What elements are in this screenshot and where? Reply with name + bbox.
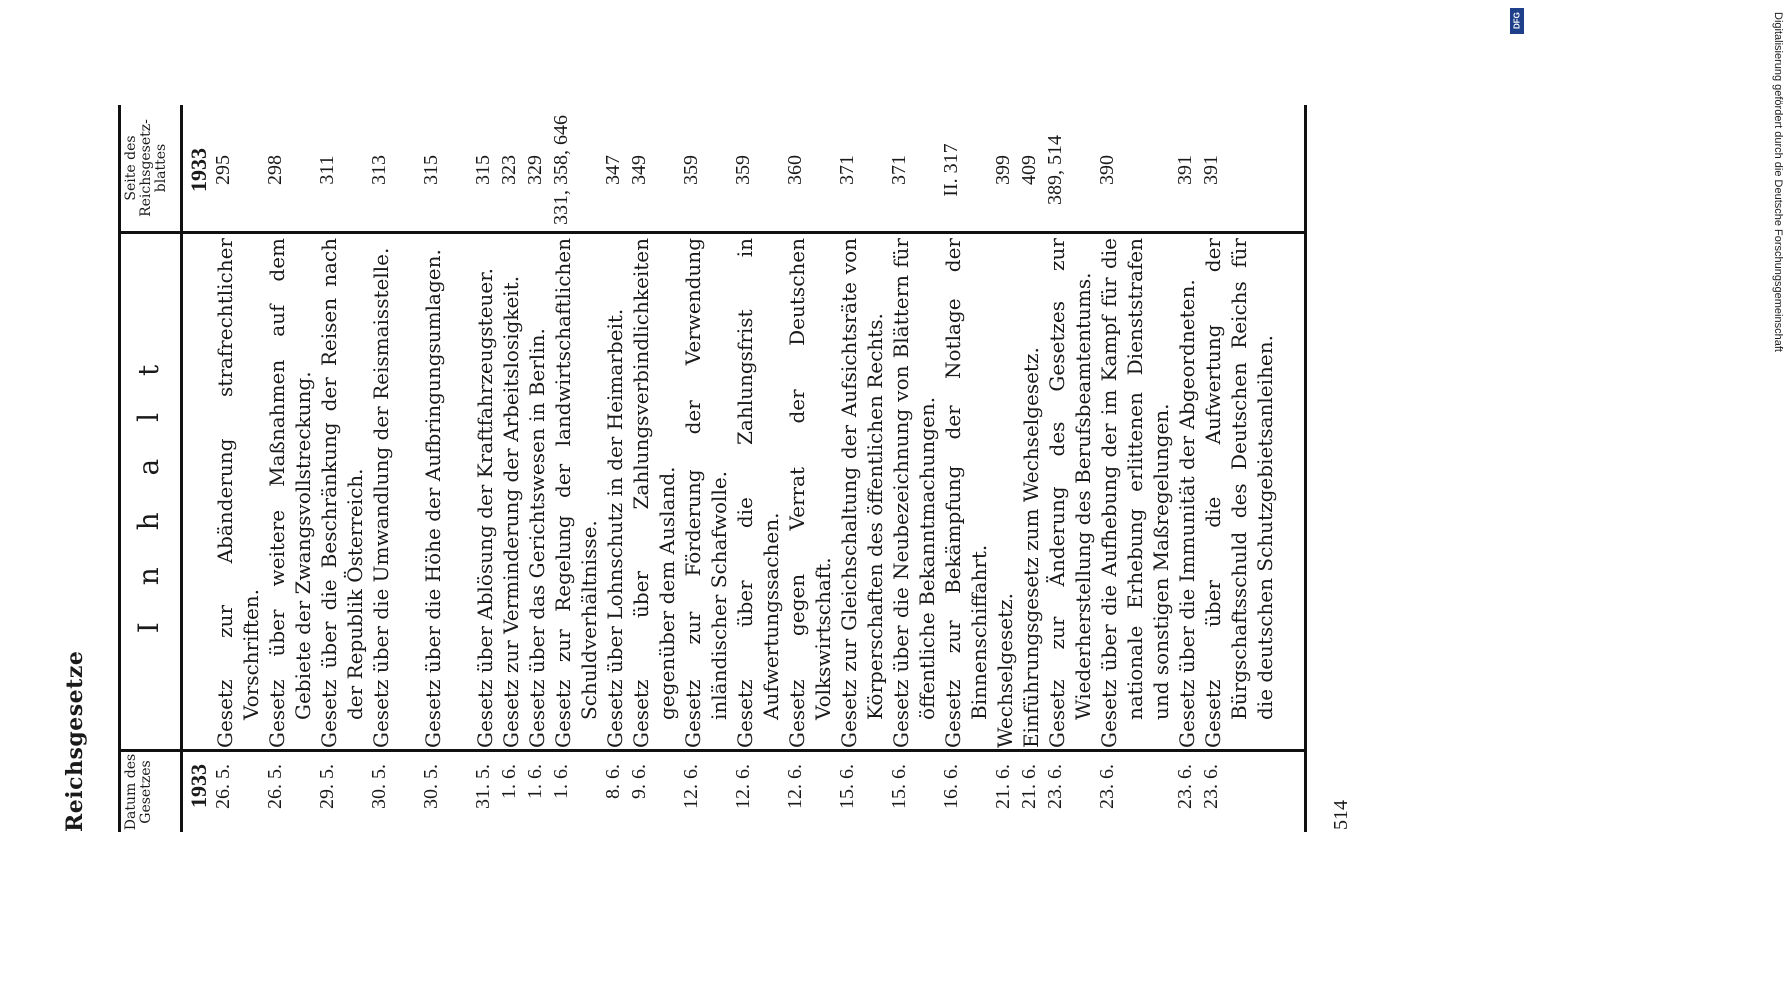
row-page: 295 xyxy=(212,155,234,185)
row-content: Gesetz über die Neubezeichnung von Blättern für öffentliche Bekanntmachungen. xyxy=(889,238,939,748)
row-date: 15. 6. xyxy=(888,764,910,809)
row-page: 359 xyxy=(680,155,702,185)
top-rule xyxy=(118,105,121,832)
row-content: Gesetz über die Umwandlung der Reismaisstelle. xyxy=(369,247,393,748)
row-content: Gesetz zur Bekämpfung der Notlage der Binnenschiffahrt. xyxy=(941,238,991,748)
row-content: Gesetz zur Abänderung strafrechtlicher Vorschriften. xyxy=(213,238,263,748)
row-date: 26. 5. xyxy=(264,764,286,809)
row-content: Gesetz über weitere Maßnahmen auf dem Gebiete der Zwangsvollstreckung. xyxy=(265,238,315,748)
row-content: Gesetz über die Höhe der Aufbringungsumlagen. xyxy=(421,249,445,748)
row-page: 349 xyxy=(628,155,650,185)
row-page: 409 xyxy=(1018,155,1040,185)
row-date: 23. 6. xyxy=(1044,764,1066,809)
row-content: Gesetz über Zahlungsverbindlichkeiten gegenüber dem Ausland. xyxy=(629,238,679,748)
row-content: Gesetz über die Immunität der Abgeordneten. xyxy=(1175,279,1199,748)
bottom-rule xyxy=(1304,105,1307,832)
row-date: 12. 6. xyxy=(784,764,806,809)
row-content: Gesetz über Lohnschutz in der Heimarbeit. xyxy=(603,308,627,748)
row-content: Gesetz über Ablösung der Kraftfahrzeugsteuer. xyxy=(473,268,497,748)
law-index-table xyxy=(118,105,1308,832)
row-page: 329 xyxy=(524,155,546,185)
row-content: Gesetz über die Aufwertung der Bürgschaftsschuld des Deutschen Reichs für die deutschen Schutzgebietsanleihen. xyxy=(1201,238,1277,748)
page-header: Reichsgesetze xyxy=(62,650,88,832)
digitization-note: Digitalisierung gefördert durch die Deutsche Forschungsgemeinschaft xyxy=(1772,12,1784,352)
row-content: Gesetz zur Änderung des Gesetzes zur Wiederherstellung des Berufsbeamtentums. xyxy=(1045,238,1095,748)
row-content: Wechselgesetz. xyxy=(993,592,1017,748)
row-date: 23. 6. xyxy=(1174,764,1196,809)
column-divider-1 xyxy=(118,749,1307,752)
row-content: Gesetz über die Zahlungsfrist in Aufwertungssachen. xyxy=(733,238,783,748)
row-page: 371 xyxy=(888,155,910,185)
row-page: 315 xyxy=(420,155,442,185)
row-date: 1. 6. xyxy=(498,764,520,799)
row-date: 23. 6. xyxy=(1200,764,1222,809)
row-page: II. 317 xyxy=(940,143,962,197)
row-date: 21. 6. xyxy=(992,764,1014,809)
row-date: 8. 6. xyxy=(602,764,624,799)
year-label-date: 1933 xyxy=(186,764,211,808)
row-date: 9. 6. xyxy=(628,764,650,799)
row-content: Gesetz über die Aufhebung der im Kampf für die nationale Erhebung erlittenen Dienststrafen und sonstigen Maßregelungen. xyxy=(1097,238,1173,748)
row-date: 30. 5. xyxy=(368,764,390,809)
row-page: 347 xyxy=(602,155,624,185)
row-date: 31. 5. xyxy=(472,764,494,809)
row-page: 399 xyxy=(992,155,1014,185)
row-page: 311 xyxy=(316,155,338,185)
row-date: 12. 6. xyxy=(680,764,702,809)
row-content: Gesetz zur Regelung der landwirtschaftlichen Schuldverhältnisse. xyxy=(551,238,601,748)
row-content: Gesetz über das Gerichtswesen in Berlin. xyxy=(525,328,549,748)
row-page: 331, 358, 646 xyxy=(550,115,572,225)
row-page: 389, 514 xyxy=(1044,135,1066,205)
row-page: 298 xyxy=(264,155,286,185)
row-page: 391 xyxy=(1200,155,1222,185)
row-date: 29. 5. xyxy=(316,764,338,809)
row-page: 315 xyxy=(472,155,494,185)
row-content: Gesetz über die Beschränkung der Reisen nach der Republik Österreich. xyxy=(317,238,367,748)
column-header-page: Seite des Reichsgesetz-blattes xyxy=(123,119,169,217)
year-label-page: 1933 xyxy=(186,148,211,192)
row-page: 313 xyxy=(368,155,390,185)
row-date: 16. 6. xyxy=(940,764,962,809)
row-page: 323 xyxy=(498,155,520,185)
dfg-logo: DFG xyxy=(1510,8,1524,34)
row-page: 390 xyxy=(1096,155,1118,185)
header-rule xyxy=(180,105,183,832)
row-date: 12. 6. xyxy=(732,764,754,809)
row-date: 30. 5. xyxy=(420,764,442,809)
row-page: 391 xyxy=(1174,155,1196,185)
row-page: 359 xyxy=(732,155,754,185)
row-date: 23. 6. xyxy=(1096,764,1118,809)
row-page: 360 xyxy=(784,155,806,185)
column-header-date: Datum des Gesetzes xyxy=(123,753,154,831)
column-divider-2 xyxy=(118,231,1307,234)
row-date: 26. 5. xyxy=(212,764,234,809)
row-content: Gesetz zur Verminderung der Arbeitslosigkeit. xyxy=(499,275,523,748)
row-content: Gesetz zur Gleichschaltung der Aufsichtsräte von Körperschaften des öffentlichen Rechts. xyxy=(837,238,887,748)
row-content: Einführungsgesetz zum Wechselgesetz. xyxy=(1019,347,1043,748)
row-date: 1. 6. xyxy=(550,764,572,799)
column-header-content: I n h a l t xyxy=(132,350,165,634)
page-number: 514 xyxy=(1330,800,1352,830)
row-date: 21. 6. xyxy=(1018,764,1040,809)
row-content: Gesetz gegen Verrat der Deutschen Volkswirtschaft. xyxy=(785,238,835,748)
row-content: Gesetz zur Förderung der Verwendung inländischer Schafwolle. xyxy=(681,238,731,748)
row-date: 1. 6. xyxy=(524,764,546,799)
row-page: 371 xyxy=(836,155,858,185)
row-date: 15. 6. xyxy=(836,764,858,809)
